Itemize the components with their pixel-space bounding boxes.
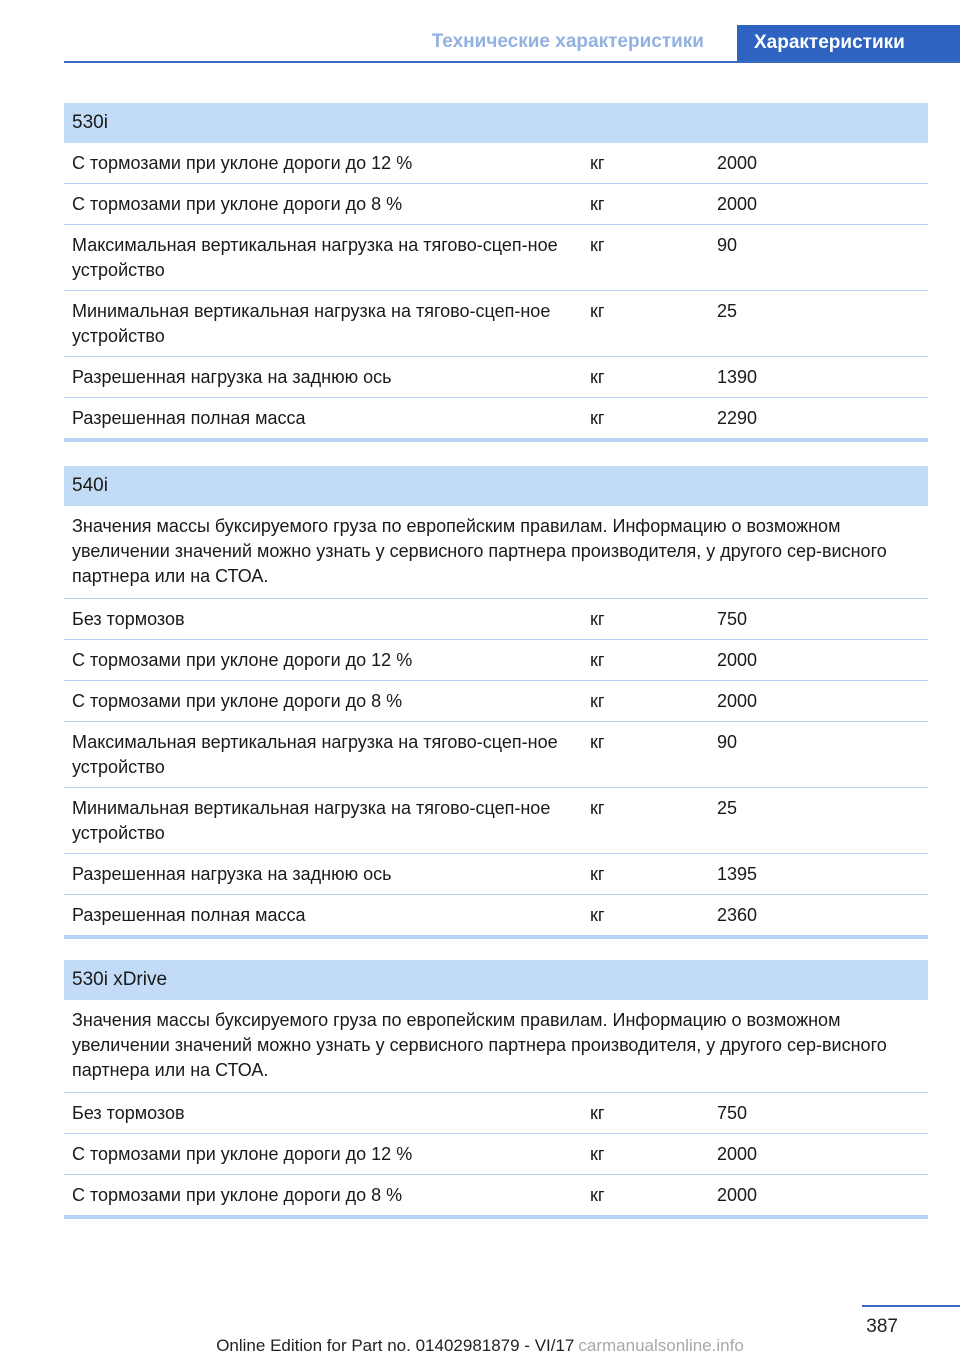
table-row (64, 143, 928, 184)
page-header (64, 25, 960, 63)
row-value: 2000 (717, 1144, 758, 1164)
header-title: Характеристики (737, 25, 960, 61)
table-row (64, 357, 928, 398)
row-value: 25 (717, 798, 738, 818)
row-unit: кг (590, 609, 605, 629)
section-note: Значения массы буксируемого груза по европейским правилам. Информацию о возможном увеличении значений можно узнать у сервисного партнера производителя, у другого сер-висного партнера или на СТОА. (64, 1000, 928, 1093)
row-label: Без тормозов (72, 1103, 185, 1123)
row-unit: кг (590, 367, 605, 387)
row-value: 2000 (717, 153, 758, 173)
page-number: 387 (866, 1316, 898, 1337)
row-label: С тормозами при уклоне дороги до 8 % (72, 1185, 403, 1205)
footer-divider (862, 1305, 960, 1307)
footer-edition-text: Online Edition for Part no. 01402981879 - VI/17 (216, 1336, 575, 1355)
row-label: С тормозами при уклоне дороги до 12 % (72, 153, 413, 173)
table-row (64, 398, 928, 438)
table-row (64, 291, 928, 357)
table-row (64, 1093, 928, 1134)
row-value: 90 (717, 732, 738, 752)
table-row (64, 854, 928, 895)
row-value: 2000 (717, 1185, 758, 1205)
row-unit: кг (590, 408, 605, 428)
row-value: 25 (717, 301, 738, 321)
footer-watermark: carmanualsonline.info (578, 1336, 744, 1355)
row-value: 1390 (717, 367, 758, 387)
section-title: 530i xDrive (64, 960, 928, 1000)
row-unit: кг (590, 194, 605, 214)
row-value: 750 (717, 609, 748, 629)
table-row (64, 184, 928, 225)
row-value: 2000 (717, 691, 758, 711)
row-unit: кг (590, 301, 605, 321)
table-row (64, 599, 928, 640)
section-note: Значения массы буксируемого груза по европейским правилам. Информацию о возможном увеличении значений можно узнать у сервисного партнера производителя, у другого сер-висного партнера или на СТОА. (64, 506, 928, 599)
table-row (64, 640, 928, 681)
row-value: 90 (717, 235, 738, 255)
row-value: 2000 (717, 194, 758, 214)
row-unit: кг (590, 650, 605, 670)
row-label: С тормозами при уклоне дороги до 12 % (72, 1144, 413, 1164)
row-value: 2360 (717, 905, 758, 925)
header-subtitle: Технические характеристики (431, 31, 704, 52)
spec-table-530i (64, 103, 928, 442)
row-unit: кг (590, 732, 605, 752)
row-value: 2000 (717, 650, 758, 670)
row-label: Разрешенная нагрузка на заднюю ось (72, 864, 392, 884)
row-value: 1395 (717, 864, 758, 884)
row-label: Разрешенная нагрузка на заднюю ось (72, 367, 392, 387)
row-unit: кг (590, 864, 605, 884)
row-unit: кг (590, 691, 605, 711)
section-title: 540i (64, 466, 928, 506)
row-unit: кг (590, 1185, 605, 1205)
row-label: С тормозами при уклоне дороги до 8 % (72, 194, 403, 214)
row-label: Минимальная вертикальная нагрузка на тягово-сцеп-ное устройство (72, 798, 551, 843)
row-label: Разрешенная полная масса (72, 408, 306, 428)
row-value: 2290 (717, 408, 758, 428)
row-label: Максимальная вертикальная нагрузка на тягово-сцеп-ное устройство (72, 732, 558, 777)
row-unit: кг (590, 1144, 605, 1164)
table-row (64, 722, 928, 788)
row-unit: кг (590, 153, 605, 173)
row-unit: кг (590, 1103, 605, 1123)
row-unit: кг (590, 905, 605, 925)
row-label: С тормозами при уклоне дороги до 12 % (72, 650, 413, 670)
table-row (64, 1134, 928, 1175)
row-label: С тормозами при уклоне дороги до 8 % (72, 691, 403, 711)
row-unit: кг (590, 235, 605, 255)
row-unit: кг (590, 798, 605, 818)
footer (0, 1336, 960, 1356)
row-label: Минимальная вертикальная нагрузка на тягово-сцеп-ное устройство (72, 301, 551, 346)
table-row (64, 225, 928, 291)
table-row (64, 681, 928, 722)
table-row (64, 1175, 928, 1215)
row-label: Разрешенная полная масса (72, 905, 306, 925)
spec-table-540i (64, 466, 928, 939)
row-label: Максимальная вертикальная нагрузка на тягово-сцеп-ное устройство (72, 235, 558, 280)
table-row (64, 895, 928, 935)
row-value: 750 (717, 1103, 748, 1123)
spec-table-530i-xdrive (64, 960, 928, 1219)
table-row (64, 788, 928, 854)
row-label: Без тормозов (72, 609, 185, 629)
section-title: 530i (64, 103, 928, 143)
